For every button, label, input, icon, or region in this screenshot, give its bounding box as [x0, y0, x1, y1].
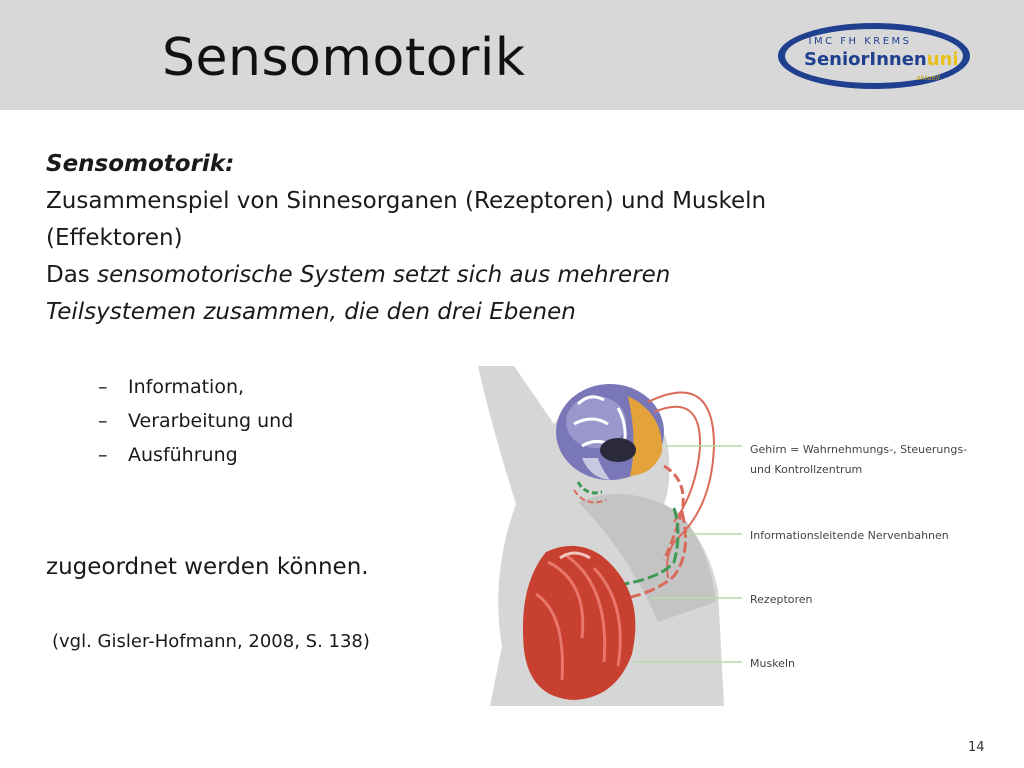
- bullet-dash: –: [98, 376, 108, 398]
- sensorimotor-figure: [478, 362, 978, 706]
- bullet-dash: –: [98, 444, 108, 466]
- list-item: [98, 438, 293, 472]
- label-gehirn-line-2: und Kontrollzentrum: [750, 463, 863, 476]
- body-line-2: (Effektoren): [46, 225, 183, 251]
- label-gehirn-line-1: Gehirn = Wahrnehmungs-, Steuerungs-: [750, 443, 968, 456]
- imc-fh-krems-logo: [776, 20, 976, 92]
- list-item-text: Verarbeitung und: [128, 410, 294, 432]
- label-nervenbahnen: Informationsleitende Nervenbahnen: [750, 529, 949, 542]
- label-muskeln: Muskeln: [750, 657, 795, 670]
- body-line-1: Zusammenspiel von Sinnesorganen (Rezeptoren) und Muskeln: [46, 188, 767, 214]
- list-item-text: Information,: [128, 376, 245, 398]
- brain: [556, 384, 664, 480]
- body-line-4: Teilsystemen zusammen, die den drei Ebenen: [46, 299, 576, 325]
- logo-top-text: IMC FH KREMS: [808, 36, 912, 47]
- slide-body: [46, 146, 806, 331]
- body-heading: Sensomotorik:: [46, 151, 235, 177]
- citation: (vgl. Gisler-Hofmann, 2008, S. 138): [52, 631, 370, 652]
- list-item-text: Ausführung: [128, 444, 238, 466]
- body-line-3-plain: Das: [46, 262, 98, 288]
- slide-title: Sensomotorik: [162, 28, 526, 88]
- label-rezeptoren: Rezeptoren: [750, 593, 813, 606]
- logo-sub-text: aktuell: [916, 74, 940, 82]
- closing-text: zugeordnet werden können.: [46, 554, 369, 580]
- bullet-dash: –: [98, 410, 108, 432]
- body-line-3: [46, 257, 806, 294]
- slide-header: [0, 0, 1024, 110]
- logo-accent-text: uni: [926, 49, 959, 70]
- levels-list: [98, 370, 293, 472]
- list-item: [98, 370, 293, 404]
- logo-main-text: SeniorInnen: [804, 49, 927, 70]
- svg-text:SeniorInnenuni: [804, 49, 959, 70]
- list-item: [98, 404, 293, 438]
- page-number: 14: [968, 740, 985, 755]
- body-line-3-italic: sensomotorische System setzt sich aus mehreren: [97, 262, 671, 288]
